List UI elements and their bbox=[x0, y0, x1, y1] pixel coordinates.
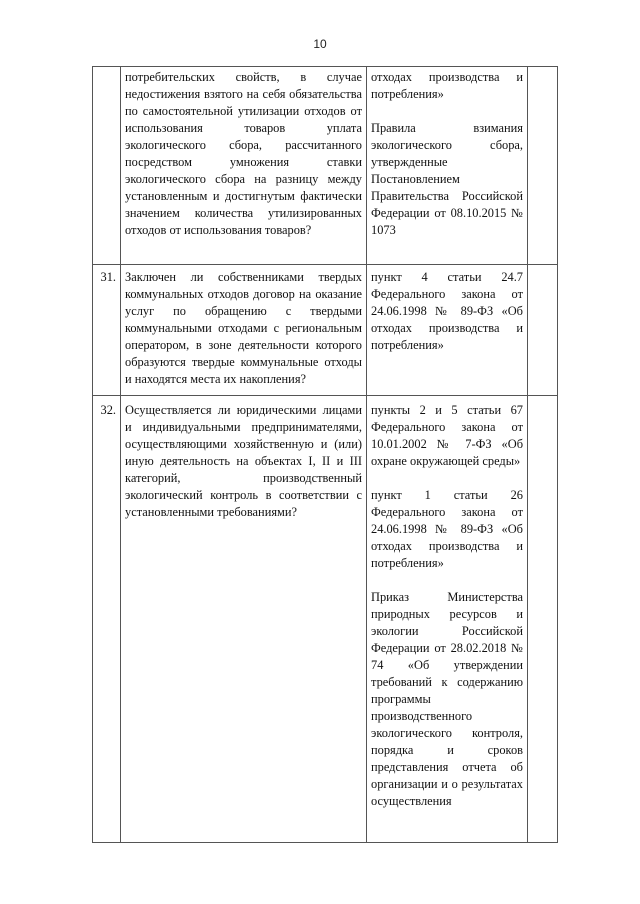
row-number bbox=[93, 67, 121, 265]
table-row bbox=[93, 67, 558, 265]
table-row bbox=[93, 265, 558, 396]
answer-cell bbox=[528, 265, 558, 396]
legal-references bbox=[367, 67, 528, 265]
legal-references bbox=[367, 265, 528, 396]
legal-reference: Приказ Министерства природных ресурсов и экологии Российской Федерации от 28.02.2018 № 74 «Об утверждении требований к содержанию программы производственного экологического контроля, порядка и сроков представления отчета об организации и о результатах осуществления bbox=[371, 590, 523, 808]
row-number: 32. bbox=[93, 396, 121, 843]
legal-references bbox=[367, 396, 528, 843]
answer-cell bbox=[528, 67, 558, 265]
legal-reference: пункт 4 статьи 24.7 Федерального закона от 24.06.1998 № 89-ФЗ «Об отходах производства и потребления» bbox=[371, 270, 523, 352]
legal-reference: пункты 2 и 5 статьи 67 Федерального закона от 10.01.2002 № 7-ФЗ «Об охране окружающей среды» bbox=[371, 403, 523, 468]
legal-reference: пункт 1 статьи 26 Федерального закона от 24.06.1998 № 89-ФЗ «Об отходах производства и потребления» bbox=[371, 488, 523, 570]
question-text: Заключен ли собственниками твердых коммунальных отходов договор на оказание услуг по обращению с твердыми коммунальными отходами с региональным оператором, в зоне деятельности которого образуются твердые коммунальные отходы и находятся места их накопления? bbox=[121, 265, 367, 396]
checklist-table bbox=[92, 66, 558, 843]
answer-cell bbox=[528, 396, 558, 843]
page-number: 10 bbox=[313, 37, 327, 51]
table-row bbox=[93, 396, 558, 843]
legal-reference: отходах производства и потребления» bbox=[371, 70, 523, 101]
question-text: Осуществляется ли юридическими лицами и индивидуальными предпринимателями, осуществляющими хозяйственную и (или) иную деятельность на объектах I, II и III категорий, производственный экологический контроль в соответствии с установленными требованиями? bbox=[121, 396, 367, 843]
question-text: потребительских свойств, в случае недостижения взятого на себя обязательства по самостоятельной утилизации отходов от использования товаров уплата экологического сбора, рассчитанного посредством умножения ставки экологического сбора на разницу между установленным и достигнутым фактически значением количества утилизированных отходов от использования товаров? bbox=[121, 67, 367, 265]
legal-reference: Правила взимания экологического сбора, утвержденные Постановлением Правительства Российской Федерации от 08.10.2015 № 1073 bbox=[371, 121, 523, 237]
row-number: 31. bbox=[93, 265, 121, 396]
